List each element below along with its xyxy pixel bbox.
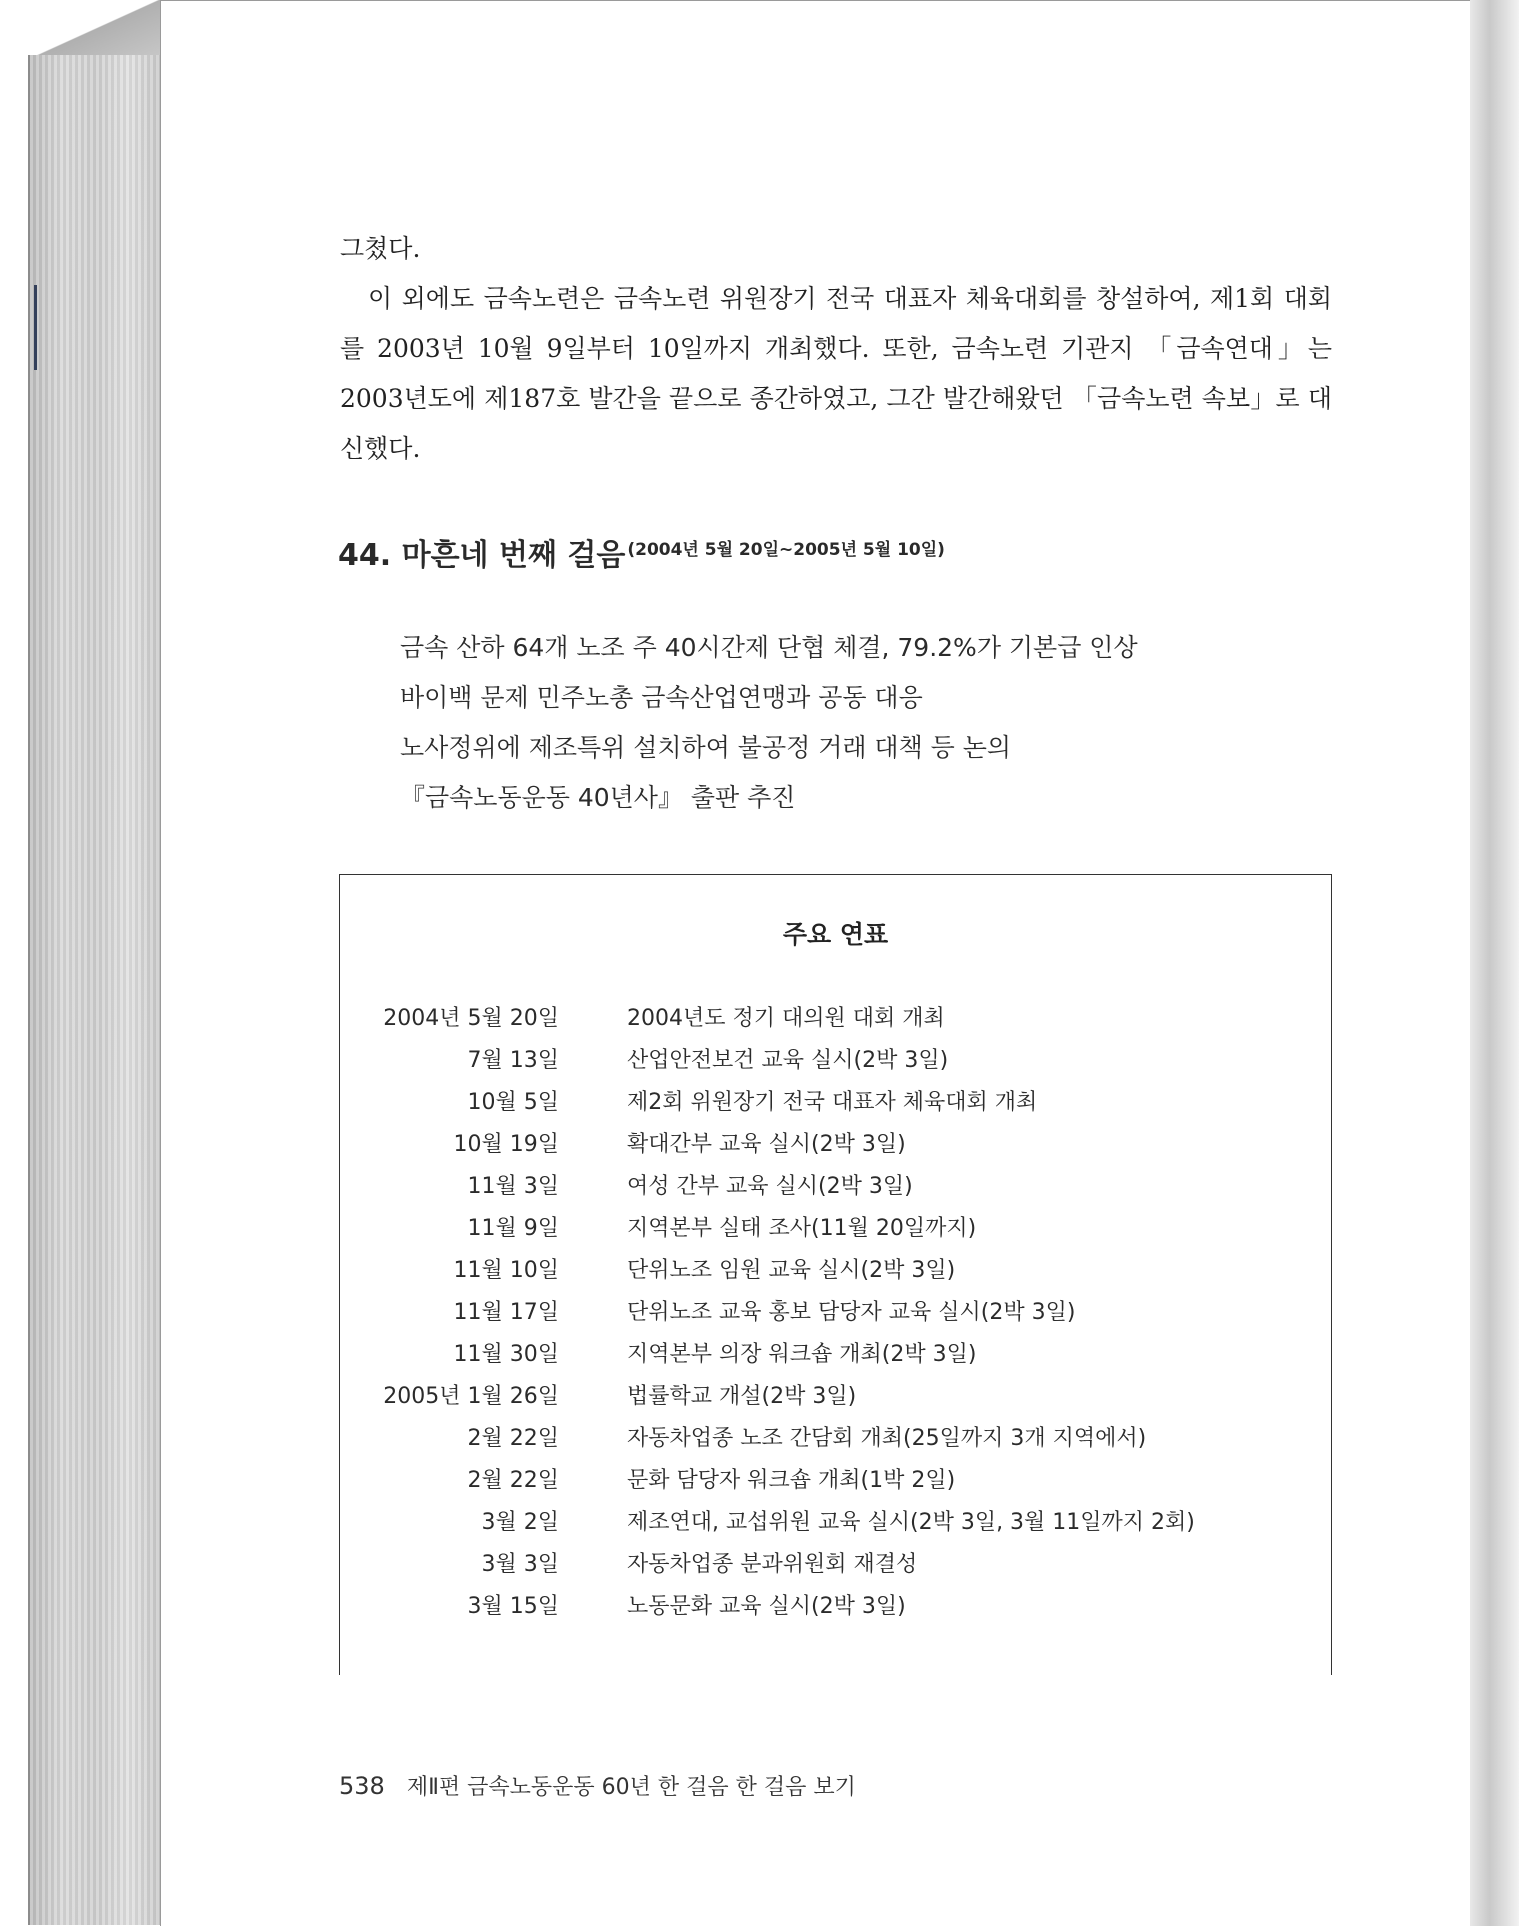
timeline-date: 10월 19일	[453, 1132, 559, 1157]
timeline-date: 11월 17일	[453, 1300, 559, 1325]
timeline-date: 2004년 5월 20일	[383, 1006, 559, 1031]
timeline-date: 2월 22일	[467, 1426, 559, 1451]
book-page-edges	[28, 55, 162, 1925]
timeline-event: 단위노조 임원 교육 실시(2박 3일)	[627, 1258, 956, 1283]
timeline-date: 2005년 1월 26일	[383, 1384, 559, 1409]
timeline-row	[340, 1211, 1331, 1253]
timeline-row	[340, 1253, 1331, 1295]
timeline-date: 3월 2일	[481, 1510, 559, 1535]
timeline-event: 자동차업종 노조 간담회 개최(25일까지 3개 지역에서)	[627, 1426, 1147, 1451]
timeline-row	[340, 1589, 1331, 1631]
timeline-row	[340, 1295, 1331, 1337]
timeline-event: 단위노조 교육 홍보 담당자 교육 실시(2박 3일)	[627, 1300, 1076, 1325]
timeline-date: 3월 15일	[467, 1594, 559, 1619]
summary-item: 바이백 문제 민주노총 금속산업연맹과 공동 대응	[400, 683, 923, 712]
running-title: 제Ⅱ편 금속노동운동 60년 한 걸음 한 걸음 보기	[406, 1775, 856, 1800]
section-heading	[338, 530, 945, 574]
timeline-row	[340, 1421, 1331, 1463]
body-paragraph: 이 외에도 금속노련은 금속노련 위원장기 전국 대표자 체육대회를 창설하여, 제1회 대회를 2003년 10월 9일부터 10일까지 개최했다. 또한, 금속노련 기관지 「금속연대」는 2003년도에 제187호 발간을 끝으로 종간하였고, 그간 발간해왔던 「금속노련 속보」로 대신했다.	[340, 284, 1332, 463]
timeline-row	[340, 1043, 1331, 1085]
timeline-event: 제조연대, 교섭위원 교육 실시(2박 3일, 3월 11일까지 2회)	[627, 1510, 1195, 1535]
timeline-date: 11월 3일	[467, 1174, 559, 1199]
timeline-event: 지역본부 실태 조사(11월 20일까지)	[627, 1216, 977, 1241]
timeline-row	[340, 1085, 1331, 1127]
timeline-event: 자동차업종 분과위원회 재결성	[627, 1552, 918, 1577]
timeline-event: 산업안전보건 교육 실시(2박 3일)	[627, 1048, 949, 1073]
book-spine-top	[28, 0, 160, 60]
page-number: 538	[339, 1772, 385, 1800]
timeline-date: 7월 13일	[467, 1048, 559, 1073]
timeline-title: 주요 연표	[782, 920, 889, 949]
timeline-date: 11월 9일	[467, 1216, 559, 1241]
timeline-event: 제2회 위원장기 전국 대표자 체육대회 개최	[627, 1090, 1038, 1115]
timeline-row	[340, 1379, 1331, 1421]
timeline-event: 확대간부 교육 실시(2박 3일)	[627, 1132, 906, 1157]
summary-item: 노사정위에 제조특위 설치하여 불공정 거래 대책 등 논의	[400, 733, 1012, 762]
timeline-row	[340, 1337, 1331, 1379]
timeline-row	[340, 1127, 1331, 1169]
timeline-event: 2004년도 정기 대의원 대회 개최	[627, 1006, 945, 1031]
timeline-event: 문화 담당자 워크숍 개최(1박 2일)	[627, 1468, 956, 1493]
timeline-date: 11월 30일	[453, 1342, 559, 1367]
timeline-date: 10월 5일	[467, 1090, 559, 1115]
timeline-row	[340, 1169, 1331, 1211]
page-footer	[339, 1770, 856, 1801]
bookmark-ribbon	[34, 285, 37, 370]
timeline-event: 법률학교 개설(2박 3일)	[627, 1384, 857, 1409]
timeline-row	[340, 1463, 1331, 1505]
body-line: 그쳤다.	[340, 234, 421, 263]
section-title: 44. 마흔네 번째 걸음	[338, 538, 626, 573]
summary-item: 『금속노동운동 40년사』 출판 추진	[400, 783, 796, 812]
timeline-box	[339, 874, 1332, 1675]
timeline-date: 2월 22일	[467, 1468, 559, 1493]
timeline-date: 11월 10일	[453, 1258, 559, 1283]
page-edge-shadow	[1470, 0, 1519, 1926]
timeline-rows	[340, 1001, 1331, 1631]
timeline-date: 3월 3일	[481, 1552, 559, 1577]
section-summary	[400, 623, 1138, 823]
timeline-event: 노동문화 교육 실시(2박 3일)	[627, 1594, 906, 1619]
timeline-row	[340, 1001, 1331, 1043]
timeline-row	[340, 1505, 1331, 1547]
section-period: (2004년 5월 20일~2005년 5월 10일)	[627, 540, 945, 560]
summary-item: 금속 산하 64개 노조 주 40시간제 단협 체결, 79.2%가 기본급 인상	[400, 633, 1138, 662]
timeline-event: 여성 간부 교육 실시(2박 3일)	[627, 1174, 913, 1199]
body-text	[340, 224, 1332, 474]
timeline-event: 지역본부 의장 워크숍 개최(2박 3일)	[627, 1342, 977, 1367]
timeline-row	[340, 1547, 1331, 1589]
